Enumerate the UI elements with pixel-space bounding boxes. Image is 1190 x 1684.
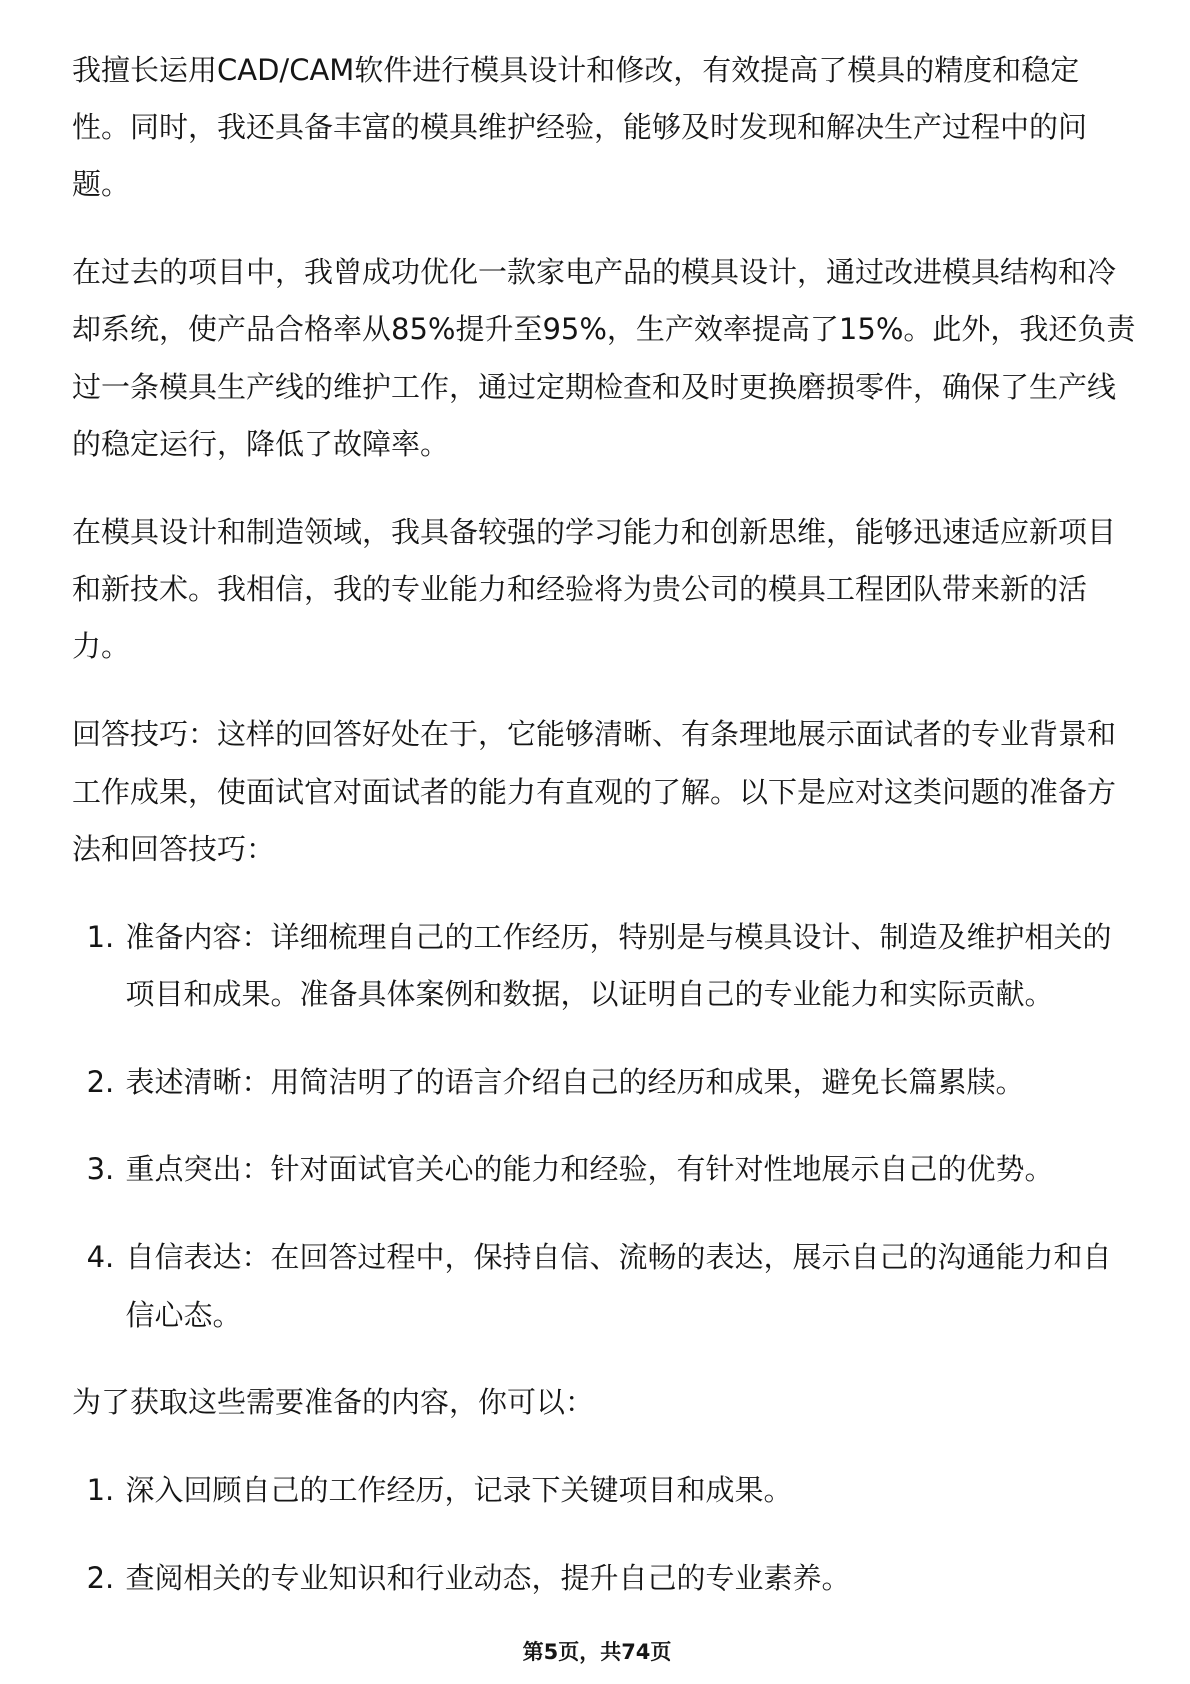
list-item (72, 1141, 1152, 1198)
text-line: 力。 (72, 629, 131, 664)
text-line: 和新技术。我相信，我的专业能力和经验将为贵公司的模具工程团队带来新的活 (72, 572, 1088, 607)
list-marker: 4. (86, 1240, 115, 1275)
text-line: 表述清晰：用简洁明了的语言介绍自己的经历和成果，避免长篇累牍。 (125, 1064, 1025, 1099)
text-line: 题。 (72, 167, 131, 202)
page-content (72, 42, 1152, 1638)
paragraph-learning-ability (72, 504, 1152, 676)
text-line: 重点突出：针对面试官关心的能力和经验，有针对性地展示自己的优势。 (125, 1152, 1054, 1187)
preparation-list (72, 909, 1152, 1344)
list-item (72, 1462, 1152, 1519)
text-line: 却系统，使产品合格率从85%提升至95%，生产效率提高了15%。此外，我还负责 (72, 312, 1136, 347)
text-line: 在模具设计和制造领域，我具备较强的学习能力和创新思维，能够迅速适应新项目 (72, 514, 1117, 549)
text-line: 项目和成果。准备具体案例和数据，以证明自己的专业能力和实际贡献。 (125, 976, 1054, 1011)
list-item (72, 1054, 1152, 1111)
text-line: 准备内容：详细梳理自己的工作经历，特别是与模具设计、制造及维护相关的 (125, 919, 1112, 954)
list-marker: 1. (86, 919, 115, 954)
text-line: 自信表达：在回答过程中，保持自信、流畅的表达，展示自己的沟通能力和自 (125, 1240, 1112, 1275)
text-line: 在过去的项目中，我曾成功优化一款家电产品的模具设计，通过改进模具结构和冷 (72, 255, 1117, 290)
paragraph-answer-tips (72, 706, 1152, 878)
list-item (72, 1229, 1152, 1344)
list-item (72, 909, 1152, 1024)
paragraph-past-projects (72, 244, 1152, 473)
text-line: 信心态。 (125, 1297, 242, 1332)
text-line: 我擅长运用CAD/CAM软件进行模具设计和修改，有效提高了模具的精度和稳定 (72, 52, 1080, 87)
text-line: 回答技巧：这样的回答好处在于，它能够清晰、有条理地展示面试者的专业背景和 (72, 717, 1117, 752)
text-line: 查阅相关的专业知识和行业动态，提升自己的专业素养。 (125, 1560, 851, 1595)
text-line: 性。同时，我还具备丰富的模具维护经验，能够及时发现和解决生产过程中的问 (72, 109, 1088, 144)
text-line: 法和回答技巧： (72, 831, 276, 866)
list-marker: 3. (86, 1152, 115, 1187)
text-line: 的稳定运行，降低了故障率。 (72, 427, 450, 462)
text-line: 深入回顾自己的工作经历，记录下关键项目和成果。 (125, 1472, 793, 1507)
paragraph-cad-cam-skills (72, 42, 1152, 214)
text-line: 过一条模具生产线的维护工作，通过定期检查和及时更换磨损零件，确保了生产线 (72, 369, 1117, 404)
list-marker: 2. (86, 1560, 115, 1595)
list-marker: 1. (86, 1472, 115, 1507)
paragraph-how-to-prepare (72, 1374, 1152, 1431)
page-number-footer: 第5页，共74页 (522, 1640, 672, 1664)
text-line: 工作成果，使面试官对面试者的能力有直观的了解。以下是应对这类问题的准备方 (72, 774, 1117, 809)
text-line: 为了获取这些需要准备的内容，你可以： (72, 1385, 595, 1420)
list-item (72, 1550, 1152, 1607)
list-marker: 2. (86, 1064, 115, 1099)
method-list (72, 1462, 1152, 1607)
